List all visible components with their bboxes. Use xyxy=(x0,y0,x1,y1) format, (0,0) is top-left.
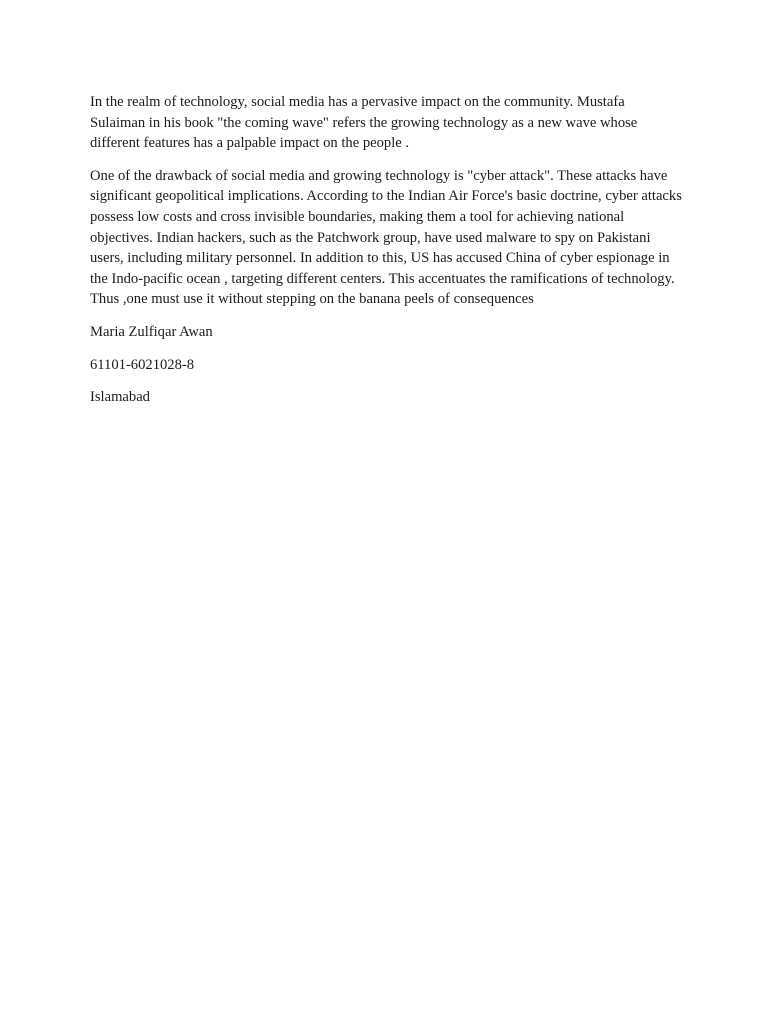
author-name: Maria Zulfiqar Awan xyxy=(90,323,213,340)
id-number: 61101-6021028-8 xyxy=(90,356,195,373)
city: Islamabad xyxy=(90,389,150,406)
paragraph-intro: In the realm of technology, social media has a pervasive impact on the community. Mustafa Sulaiman in his book "the coming wave" refers the growing technology as a new wave whose different features has a palpable impact on the people . xyxy=(90,94,638,152)
document-body xyxy=(90,92,682,420)
paragraph-cyber-attack: One of the drawback of social media and growing technology is "cyber attack". These attacks have significant geopolitical implications. According to the Indian Air Force's basic doctrine, cyber attacks possess low costs and cross invisible boundaries, making them a tool for achieving national objectives. Indian hackers, such as the Patchwork group, have used malware to spy on Pakistani users, including military personnel. In addition to this, US has accused China of cyber espionage in the Indo-pacific ocean , targeting different centers. This accentuates the ramifications of technology. Thus ,one must use it without stepping on the banana peels of consequences xyxy=(90,167,682,308)
